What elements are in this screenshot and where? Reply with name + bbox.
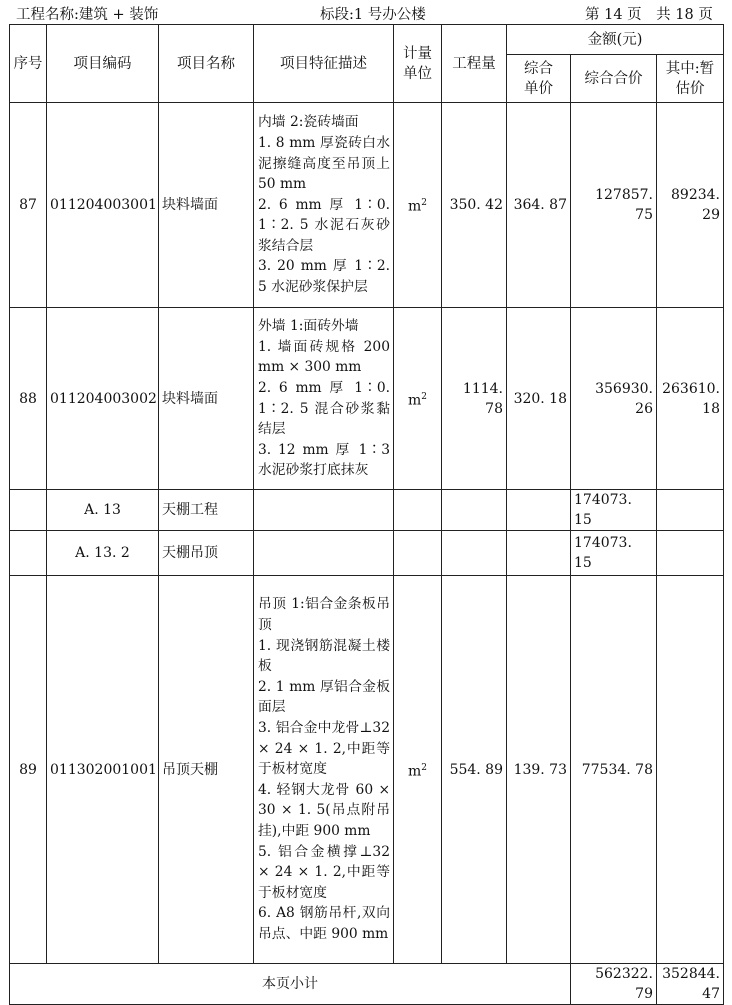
row-unit-price: 139. 73 — [507, 576, 571, 964]
col-unit-price: 综合单价 — [507, 55, 571, 103]
bill-table — [9, 24, 724, 1005]
page-info: 第 14 页 共 18 页 — [585, 7, 713, 23]
col-name: 项目名称 — [159, 25, 254, 103]
section-label: 标段:1 号办公楼 — [320, 7, 426, 23]
row-name: 块料墙面 — [159, 308, 254, 490]
col-seq: 序号 — [10, 25, 47, 103]
subtotal-total: 562322. 79 — [571, 964, 657, 1005]
table-row — [10, 576, 724, 964]
row-qty: 350. 42 — [442, 103, 507, 308]
row-seq: 87 — [10, 103, 47, 308]
row-unit-price: 320. 18 — [507, 308, 571, 490]
col-total: 综合合价 — [571, 55, 657, 103]
row-unit-price: 364. 87 — [507, 103, 571, 308]
table-row — [10, 531, 724, 576]
row-unit: $m^2$ — [394, 308, 442, 490]
col-amount-group: 金额(元) — [507, 25, 724, 55]
row-total: 127857. 75 — [571, 103, 657, 308]
row-qty: 1114. 78 — [442, 308, 507, 490]
row-total: 174073. 15 — [571, 490, 657, 531]
col-code: 项目编码 — [47, 25, 159, 103]
subtotal-estimate: 352844. 47 — [657, 964, 724, 1005]
row-unit: $m^2$ — [394, 576, 442, 964]
row-seq: 88 — [10, 308, 47, 490]
col-qty: 工程量 — [442, 25, 507, 103]
row-desc: 吊顶 1:铝合金条板吊顶 1. 现浇钢筋混凝土楼板 2. 1 mm 厚铝合金板面层 3. 铝合金中龙骨⊥32 × 24 × 1. 2,中距等于板材宽度 4. 轻钢大龙骨 60 × 30 × 1. 5(吊点附吊挂),中距 900 mm 5. 铝合金横撑⊥32 × 24 × 1. 2,中距等于板材宽度 6. A8 钢筋吊杆,双向吊点、中距 900 mm — [254, 576, 394, 964]
row-qty: 554. 89 — [442, 576, 507, 964]
project-name: 工程名称:建筑 + 装饰 — [16, 7, 159, 23]
row-code: A. 13. 2 — [47, 531, 159, 576]
table-row — [10, 308, 724, 490]
table-row — [10, 490, 724, 531]
table-row — [10, 103, 724, 308]
row-code: A. 13 — [47, 490, 159, 531]
row-code: 011204003001 — [47, 103, 159, 308]
col-desc: 项目特征描述 — [254, 25, 394, 103]
row-total: 174073. 15 — [571, 531, 657, 576]
row-name: 天棚吊顶 — [159, 531, 254, 576]
row-total: 356930. 26 — [571, 308, 657, 490]
row-desc: 内墙 2:瓷砖墙面 1. 8 mm 厚瓷砖白水泥擦缝高度至吊顶上 50 mm 2. 6 mm 厚 1∶0. 1∶2. 5 水泥石灰砂浆结合层 3. 20 mm 厚 1∶2. 5 水泥砂浆保护层 — [254, 103, 394, 308]
row-seq: 89 — [10, 576, 47, 964]
row-name: 吊顶天棚 — [159, 576, 254, 964]
col-estimate: 其中:暂估价 — [657, 55, 724, 103]
row-estimate: 263610. 18 — [657, 308, 724, 490]
row-desc: 外墙 1:面砖外墙 1. 墙面砖规格 200 mm × 300 mm 2. 6 mm 厚 1∶0. 1∶2. 5 混合砂浆黏结层 3. 12 mm 厚 1∶3 水泥砂浆打底抹灰 — [254, 308, 394, 490]
row-name: 块料墙面 — [159, 103, 254, 308]
subtotal-label: 本页小计 — [10, 964, 571, 1005]
row-total: 77534. 78 — [571, 576, 657, 964]
row-name: 天棚工程 — [159, 490, 254, 531]
subtotal-row — [10, 964, 724, 1005]
row-unit: $m^2$ — [394, 103, 442, 308]
row-code: 011204003002 — [47, 308, 159, 490]
row-code: 011302001001 — [47, 576, 159, 964]
col-unit: 计量单位 — [394, 25, 442, 103]
row-estimate — [657, 576, 724, 964]
row-estimate: 89234. 29 — [657, 103, 724, 308]
